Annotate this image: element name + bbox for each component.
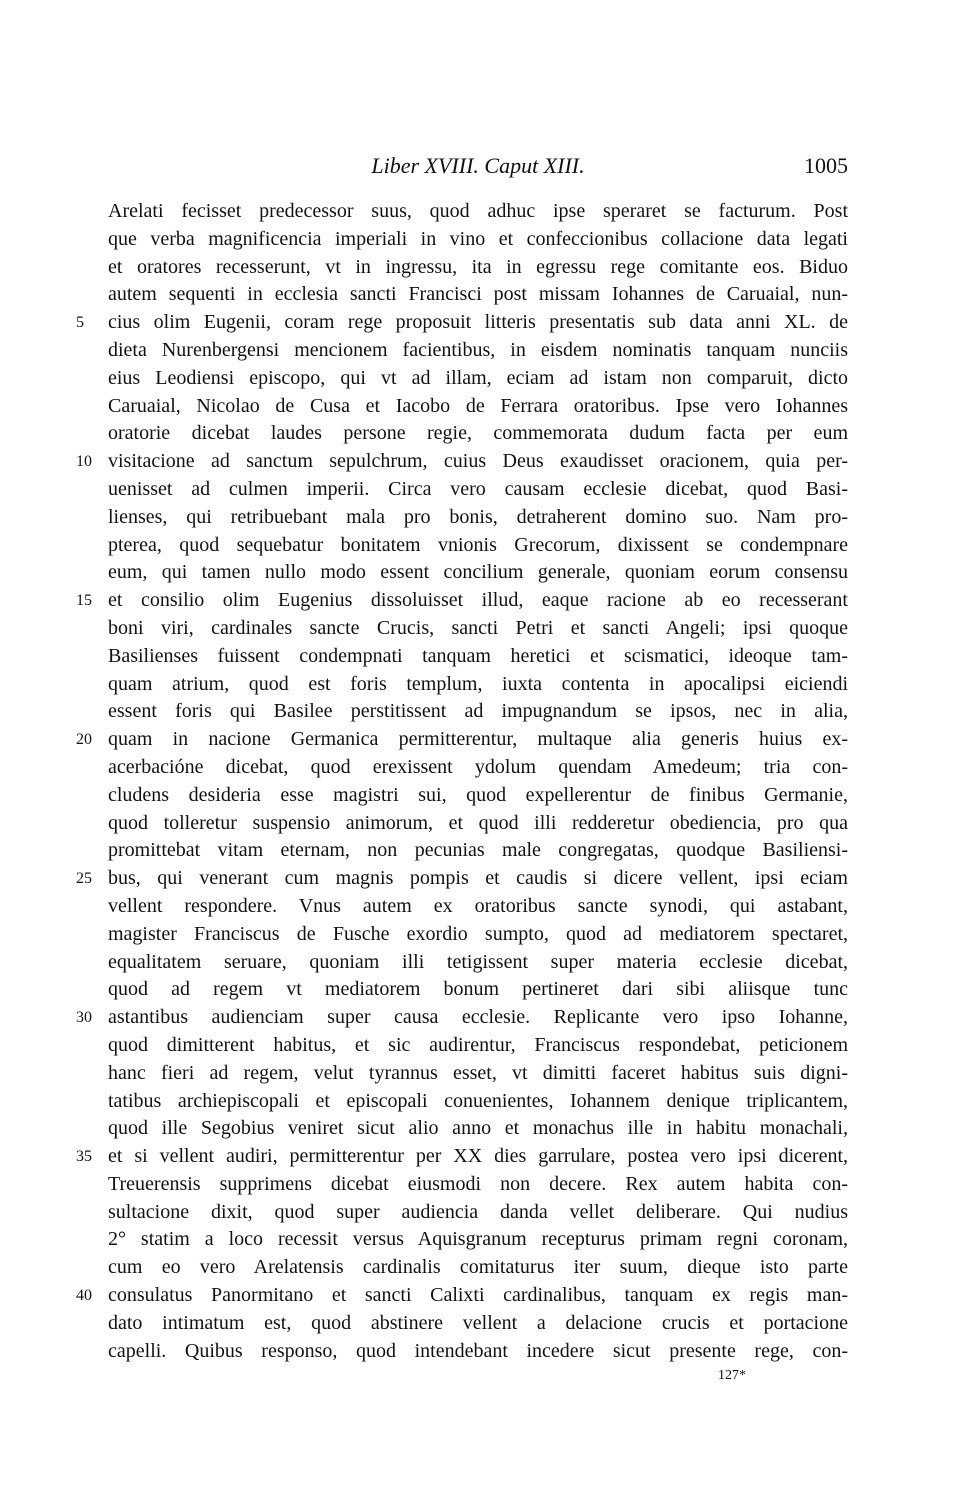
line-text: que verba magnificencia imperiali in vino et confeccionibus collacione data legati [108,227,848,250]
text-line [108,532,848,560]
line-text: Caruaial, Nicolao de Cusa et Iacobo de Ferrara oratoribus. Ipse vero Iohannes [108,394,848,417]
text-line [108,281,848,309]
line-text: quod tolleretur suspensio animorum, et quod illi redderetur obediencia, pro qua [108,811,848,834]
text-line [108,198,848,226]
line-text: vellent respondere. Vnus autem ex oratoribus sancte synodi, qui astabant, [108,894,848,917]
line-text: pterea, quod sequebatur bonitatem vnionis Grecorum, dixissent se condempnare [108,533,848,556]
line-number: 35 [76,1148,92,1166]
text-line [108,420,848,448]
text-line [76,726,848,754]
line-text: uenisset ad culmen imperii. Circa vero causam ecclesie dicebat, quod Basi- [108,477,848,500]
text-line [108,1171,848,1199]
line-text: visitacione ad sanctum sepulchrum, cuius Deus exaudisset oracionem, quia per- [108,450,848,473]
line-text: quod ille Segobius veniret sicut alio anno et monachus ille in habitu monachali, [108,1117,848,1140]
text-line [108,671,848,699]
text-line [108,782,848,810]
line-text: quam in nacione Germanica permitterentur, multaque alia generis huius ex- [108,728,848,751]
text-line [108,504,848,532]
line-text: magister Franciscus de Fusche exordio sumpto, quod ad mediatorem spectaret, [108,922,848,945]
line-text: astantibus audienciam super causa ecclesie. Replicante vero ipso Iohanne, [108,1006,848,1029]
line-text: et oratores recesserunt, vt in ingressu, ita in egressu rege comitante eos. Biduo [108,255,848,278]
text-line [108,226,848,254]
line-text: Arelati fecisset predecessor suus, quod adhuc ipse speraret se facturum. Post [108,200,848,222]
text-line [108,476,848,504]
line-text: eius Leodiensi episcopo, qui vt ad illam, eciam ad istam non comparuit, dicto [108,366,848,389]
line-text: oratorie dicebat laudes persone regie, commemorata dudum facta per eum [108,422,848,445]
text-line [108,1032,848,1060]
line-text: acerbacióne dicebat, quod erexissent ydolum quendam Amedeum; tria con- [108,755,848,778]
text-line [108,949,848,977]
text-line [108,393,848,421]
text-line [108,1088,848,1116]
text-line [108,254,848,282]
line-text: tatibus archiepiscopali et episcopali conuenientes, Iohannem denique triplicantem, [108,1089,848,1112]
text-line [108,559,848,587]
line-text: essent foris qui Basilee perstitissent ad impugnandum se ipsos, nec in alia, [108,700,848,723]
line-text: boni viri, cardinales sancte Crucis, sancti Petri et sancti Angeli; ipsi quoque [108,616,848,639]
line-text: cius olim Eugenii, coram rege proposuit litteris presentatis sub data anni XL. de [108,311,848,334]
text-line [108,1310,848,1338]
text-line [108,1254,848,1282]
text-line [108,337,848,365]
text-line [108,810,848,838]
line-text: equalitatem seruare, quoniam illi tetigissent super materia ecclesie dicebat, [108,950,848,973]
text-line [108,1199,848,1227]
text-line [108,1060,848,1088]
text-line [76,1004,848,1032]
line-number: 40 [76,1287,92,1305]
line-text: hanc fieri ad regem, velut tyrannus esset, vt dimitti faceret habitus suis digni- [108,1061,848,1084]
text-line [108,365,848,393]
line-text: et si vellent audiri, permitterentur per XX dies garrulare, postea vero ipsi dicerent, [108,1145,848,1168]
line-text: bus, qui venerant cum magnis pompis et caudis si dicere vellent, ipsi eciam [108,867,848,890]
line-text: lienses, qui retribuebant mala pro bonis, detraherent domino suo. Nam pro- [108,505,848,528]
line-text: quod ad regem vt mediatorem bonum pertineret dari sibi aliisque tunc [108,978,848,1001]
line-number: 30 [76,1009,92,1027]
line-text: eum, qui tamen nullo modo essent concilium generale, quoniam eorum consensu [108,561,848,584]
line-text: consulatus Panormitano et sancti Calixti cardinalibus, tanquam ex regis man- [108,1284,848,1307]
text-line [76,865,848,893]
text-line [108,1338,848,1366]
page-number: 1005 [804,153,848,178]
line-text: Treuerensis supprimens dicebat eiusmodi non decere. Rex autem habita con- [108,1172,848,1195]
line-number: 20 [76,731,92,749]
line-number: 10 [76,453,92,471]
line-number: 15 [76,592,92,610]
line-text: cum eo vero Arelatensis cardinalis comitaturus iter suum, dieque isto parte [108,1256,848,1279]
line-number: 5 [76,314,84,332]
line-text: quam atrium, quod est foris templum, iuxta contenta in apocalipsi eiciendi [108,672,848,695]
line-text: capelli. Quibus responso, quod intendebant incedere sicut presente rege, con- [108,1339,848,1362]
line-text: dato intimatum est, quod abstinere vellent a delacione crucis et portacione [108,1311,848,1334]
text-line [108,893,848,921]
text-line [108,698,848,726]
line-text: quod dimitterent habitus, et sic audirentur, Franciscus respondebat, peticionem [108,1033,848,1056]
text-line [76,587,848,615]
line-text: et consilio olim Eugenius dissoluisset illud, eaque racione ab eo recesserant [108,589,848,612]
line-number: 25 [76,870,92,888]
text-line [108,1226,848,1254]
text-line [108,643,848,671]
page-header [108,151,848,181]
text-line [108,754,848,782]
line-text: autem sequenti in ecclesia sancti Francisci post missam Iohannes de Caruaial, nun- [108,283,848,306]
text-line [76,1282,848,1310]
line-text: Basilienses fuissent condempnati tanquam heretici et scismatici, ideoque tam- [108,644,848,667]
text-line [108,921,848,949]
line-text: cludens desideria esse magistri sui, quod expellerentur de finibus Germanie, [108,783,848,806]
body-text [76,198,848,1365]
line-text: dieta Nurenbergensi mencionem facientibus, in eisdem nominatis tanquam nunciis [108,338,848,361]
text-line [108,976,848,1004]
line-text: sultacione dixit, quod super audiencia danda vellet deliberare. Qui nudius [108,1200,848,1223]
text-line [76,309,848,337]
text-line [76,1143,848,1171]
text-line [108,1115,848,1143]
line-text: 2° statim a loco recessit versus Aquisgranum recepturus primam regni coronam, [108,1228,848,1251]
text-line [108,837,848,865]
signature-mark: 127* [718,1368,746,1383]
running-title: Liber XVIII. Caput XIII. [371,153,585,178]
line-text: promittebat vitam eternam, non pecunias male congregatas, quodque Basiliensi- [108,839,848,862]
text-line [108,615,848,643]
text-line [76,448,848,476]
